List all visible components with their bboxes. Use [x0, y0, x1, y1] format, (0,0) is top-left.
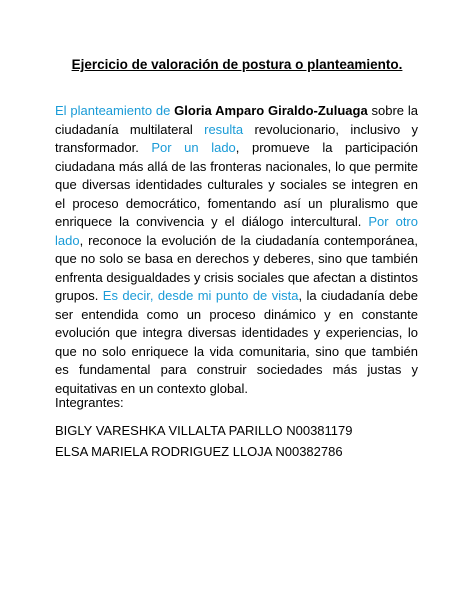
paragraph-text: sobre la ciudadanía multilateral	[55, 103, 418, 137]
members-label: Integrantes:	[55, 395, 124, 410]
connector-phrase: resulta	[204, 121, 244, 137]
paragraph-text: revolucionario, inclusivo y transformador.	[55, 121, 418, 155]
member-name: ELSA MARIELA RODRIGUEZ LLOJA N00382786	[55, 444, 343, 459]
author-name: Gloria Amparo Giraldo-Zuluaga	[174, 103, 368, 118]
body-paragraph	[55, 102, 418, 398]
paragraph-text: , promueve la participación ciudadana más allá de las fronteras nacionales, lo que permite que diversas identidades culturales y sociales se integren en el proceso democrático, fomentando así un pluralismo que enriquece la convivencia y el diálogo intercultural.	[55, 140, 419, 229]
paragraph-text: , la ciudadanía debe ser entendida como un proceso dinámico y en constante evolución que integra diversas identidades y experiencias, lo que no solo enriquece la vida comunitaria, sino que también es fundamental para construir sociedades más justas y equitativas en un contexto global.	[55, 288, 418, 396]
paragraph-text: , reconoce la evolución de la ciudadanía contemporánea, que no solo se basa en derechos y deberes, sino que también enfrenta desigualdades y crisis sociales que afectan a distintos grupos.	[55, 232, 418, 303]
member-name: BIGLY VARESHKA VILLALTA PARILLO N00381179	[55, 423, 353, 438]
connector-phrase: Por un lado	[151, 140, 236, 155]
connector-phrase: El planteamiento de	[55, 103, 171, 118]
document-title: Ejercicio de valoración de postura o planteamiento.	[71, 57, 403, 72]
connector-phrase: Es decir, desde mi punto de vista	[102, 288, 299, 303]
connector-phrase: Por otro lado	[55, 214, 418, 248]
